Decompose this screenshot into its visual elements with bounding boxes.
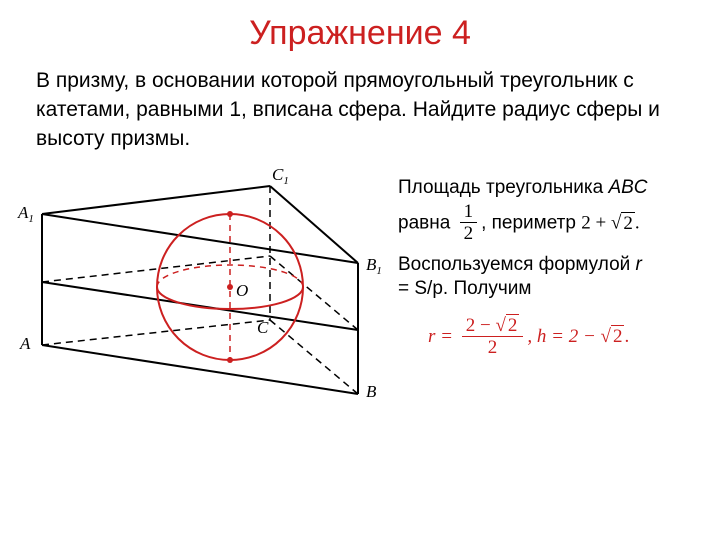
edge-a-c-hidden <box>42 320 270 345</box>
solution-line-2: равна $\frac{1}{2}$ , периметр 2 + √ 2 . <box>398 201 640 244</box>
label-c1: $C_1$ <box>272 165 289 187</box>
edge-a-b <box>42 345 358 394</box>
solution-text <box>398 176 698 301</box>
solution-line-3: Воспользуемся формулой r <box>398 254 642 275</box>
perimeter-value: 2 + √ 2 . <box>581 212 640 234</box>
label-c: C <box>257 318 269 337</box>
edge-a1-c1 <box>42 186 270 214</box>
mid-line-back <box>42 256 270 282</box>
problem-statement: В призму, в основании которой прямоугольный треугольник с катетами, равными 1, вписана сфера. Найдите радиус сферы и высоту призмы. <box>36 69 660 150</box>
tangent-point-top <box>227 211 233 217</box>
sphere-center <box>227 284 233 290</box>
label-a1: $A_1$ <box>18 203 34 225</box>
solution-line-4: = S/p. Получим <box>398 278 532 299</box>
label-b1: $B_1$ <box>366 255 382 277</box>
slide-title: Упражнение 4 <box>249 14 471 52</box>
area-fraction: $\frac{1}{2}$ <box>460 202 478 245</box>
label-a: A <box>20 334 31 353</box>
label-o: O <box>236 281 249 300</box>
tangent-point-bottom <box>227 357 233 363</box>
solution-line-1: Площадь треугольника ABC <box>398 177 648 198</box>
radius-fraction: $\frac{2 - √ 2}{2}$ <box>462 316 524 359</box>
answer-formula: r = $\frac{2 - √ 2}{2}$ , h = 2 − √ 2 . <box>428 315 630 358</box>
label-b: B <box>366 382 377 401</box>
